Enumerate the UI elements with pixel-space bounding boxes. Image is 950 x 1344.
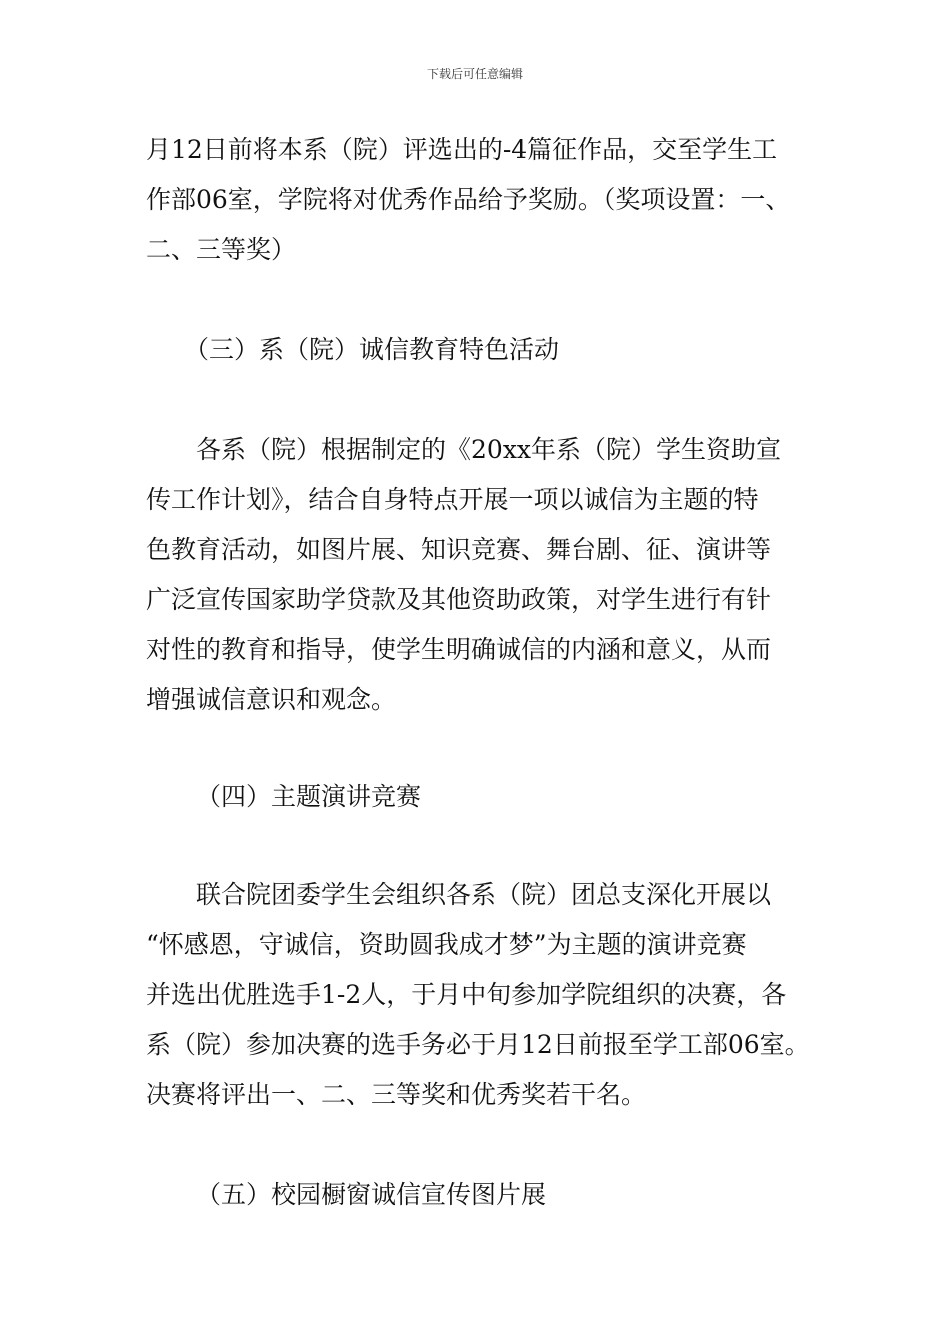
paragraph-line: 决赛将评出一、二、三等奖和优秀奖若干名。 (146, 1080, 647, 1109)
paragraph-line: 对性的教育和指导，使学生明确诚信的内涵和意义，从而 (146, 635, 772, 664)
paragraph-line: 色教育活动，如图片展、知识竞赛、舞台剧、征、演讲等 (146, 535, 772, 564)
paragraph-line: 作部06室，学院将对优秀作品给予奖励。（奖项设置：一、 (146, 185, 791, 214)
paragraph-line: 各系（院）根据制定的《20xx年系（院）学生资助宣 (196, 435, 782, 464)
section-heading-3: （三）系（院）诚信教育特色活动 (184, 335, 560, 364)
paragraph-line: 增强诚信意识和观念。 (146, 685, 397, 714)
paragraph-line: 并选出优胜选手1-2人，于月中旬参加学院组织的决赛，各 (146, 980, 787, 1009)
paragraph-line: 联合院团委学生会组织各系（院）团总支深化开展以 (196, 880, 772, 909)
paragraph-line: “怀感恩，守诚信，资助圆我成才梦”为主题的演讲竞赛 (146, 930, 747, 959)
paragraph-line: 传工作计划》，结合自身特点开展一项以诚信为主题的特 (146, 485, 759, 514)
paragraph-line: 系（院）参加决赛的选手务必于月12日前报至学工部06室。 (146, 1030, 810, 1059)
page-header: 下载后可任意编辑 (426, 67, 523, 81)
paragraph-line: 广泛宣传国家助学贷款及其他资助政策，对学生进行有针 (146, 585, 772, 614)
section-heading-4: （四）主题演讲竞赛 (196, 782, 422, 811)
section-heading-5: （五）校园橱窗诚信宣传图片展 (196, 1180, 547, 1209)
paragraph-line: 月12日前将本系（院）评选出的-4篇征作品，交至学生工 (146, 135, 778, 164)
paragraph-line: 二、三等奖） (146, 235, 297, 264)
